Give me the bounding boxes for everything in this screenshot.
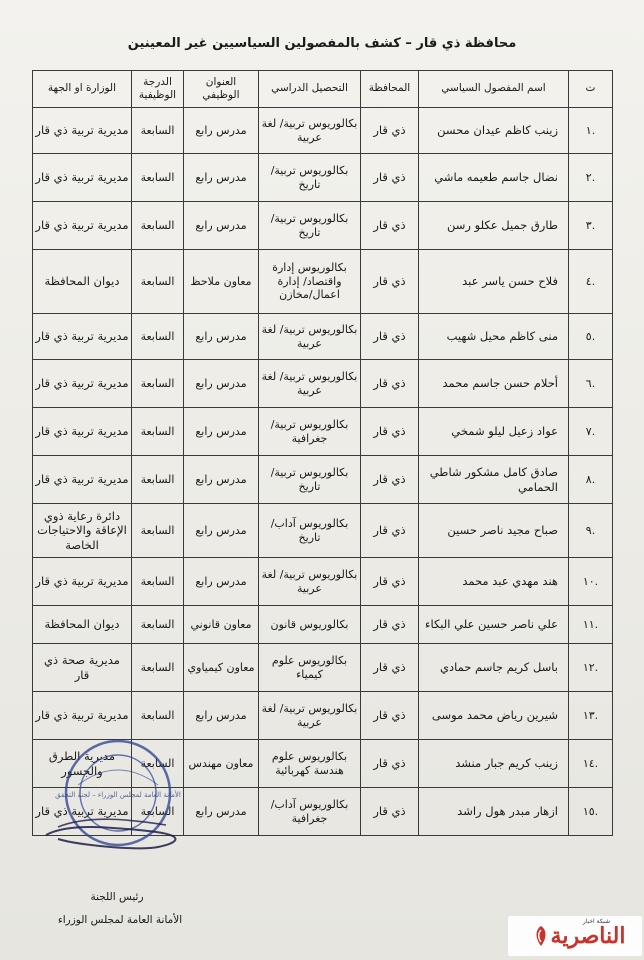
cell-job-title: معاون قانوني [184, 606, 259, 644]
cell-governorate: ذي قار [361, 692, 419, 740]
cell-grade: السابعة [132, 250, 184, 314]
cell-ministry: مديرية تربية ذي قار [33, 108, 132, 154]
cell-name: ازهار مبدر هول راشد [419, 788, 569, 836]
table-row [33, 314, 613, 360]
cell-education: بكالوريوس آداب/جغرافية [259, 788, 361, 836]
cell-name: طارق جميل عكلو رسن [419, 202, 569, 250]
logo-mark-icon [531, 924, 551, 948]
table-row [33, 692, 613, 740]
site-logo [508, 916, 642, 956]
cell-ministry: ديوان المحافظة [33, 250, 132, 314]
stamp-text-arc [78, 770, 158, 785]
cell-governorate: ذي قار [361, 250, 419, 314]
table-row [33, 154, 613, 202]
cell-name: نضال جاسم طعيمه ماشي [419, 154, 569, 202]
cell-name: زينب كاظم عيدان محسن [419, 108, 569, 154]
cell-grade: السابعة [132, 692, 184, 740]
cell-grade: السابعة [132, 740, 184, 788]
cell-job-title: مدرس رابع [184, 408, 259, 456]
cell-seq: .٣ [569, 202, 613, 250]
cell-job-title: معاون كيمياوي [184, 644, 259, 692]
table-row [33, 644, 613, 692]
cell-grade: السابعة [132, 558, 184, 606]
cell-job-title: مدرس رابع [184, 154, 259, 202]
cell-education: بكالوريوس تربية/ تاريخ [259, 456, 361, 504]
cell-name: زينب كريم جبار منشد [419, 740, 569, 788]
cell-education: بكالوريوس تربية/ تاريخ [259, 202, 361, 250]
cell-grade: السابعة [132, 202, 184, 250]
cell-ministry: مديرية تربية ذي قار [33, 692, 132, 740]
cell-grade: السابعة [132, 408, 184, 456]
cell-seq: .٥ [569, 314, 613, 360]
cell-grade: السابعة [132, 108, 184, 154]
table-row [33, 360, 613, 408]
secretariat-label: الأمانة العامة لمجلس الوزراء [57, 914, 183, 926]
cell-job-title: مدرس رابع [184, 360, 259, 408]
cell-name: منى كاظم محيل شهيب [419, 314, 569, 360]
cell-seq: .١٥ [569, 788, 613, 836]
cell-grade: السابعة [132, 644, 184, 692]
cell-governorate: ذي قار [361, 314, 419, 360]
cell-ministry: مديرية الطرق والجسور [33, 740, 132, 788]
cell-job-title: مدرس رابع [184, 314, 259, 360]
cell-governorate: ذي قار [361, 408, 419, 456]
dismissed-employees-table [32, 70, 613, 836]
cell-name: باسل كريم جاسم حمادي [419, 644, 569, 692]
cell-governorate: ذي قار [361, 558, 419, 606]
cell-job-title: مدرس رابع [184, 558, 259, 606]
cell-name: صادق كامل مشكور شاطي الحمامي [419, 456, 569, 504]
header-name: اسم المفصول السياسي [419, 71, 569, 108]
cell-ministry: مديرية تربية ذي قار [33, 456, 132, 504]
header-grade: الدرجة الوظيفية [132, 71, 184, 108]
cell-ministry: مديرية صحة ذي قار [33, 644, 132, 692]
cell-seq: .٢ [569, 154, 613, 202]
cell-seq: .١٤ [569, 740, 613, 788]
cell-name: أحلام حسن جاسم محمد [419, 360, 569, 408]
table-row [33, 408, 613, 456]
cell-seq: .١٣ [569, 692, 613, 740]
header-job-title: العنوان الوظيفي [184, 71, 259, 108]
cell-seq: .٩ [569, 504, 613, 558]
cell-grade: السابعة [132, 154, 184, 202]
cell-education: بكالوريوس تربية/ لغة عربية [259, 360, 361, 408]
cell-education: بكالوريوس تربية/ تاريخ [259, 154, 361, 202]
cell-governorate: ذي قار [361, 740, 419, 788]
committee-head-label: رئيس اللجنة [90, 891, 144, 903]
header-governorate: المحافظة [361, 71, 419, 108]
cell-job-title: مدرس رابع [184, 108, 259, 154]
cell-education: بكالوريوس تربية/ لغة عربية [259, 108, 361, 154]
table-row [33, 202, 613, 250]
cell-education: بكالوريوس علوم كيمياء [259, 644, 361, 692]
table-header-row [33, 71, 613, 108]
cell-job-title: مدرس رابع [184, 504, 259, 558]
cell-job-title: مدرس رابع [184, 456, 259, 504]
cell-education: بكالوريوس قانون [259, 606, 361, 644]
cell-name: هند مهدي عبد محمد [419, 558, 569, 606]
table-row [33, 456, 613, 504]
cell-governorate: ذي قار [361, 644, 419, 692]
cell-governorate: ذي قار [361, 108, 419, 154]
cell-governorate: ذي قار [361, 360, 419, 408]
table-row [33, 250, 613, 314]
cell-name: شيرين رياض محمد موسى [419, 692, 569, 740]
table-body [33, 108, 613, 836]
stamp-text: الأمانة العامة لمجلس الوزراء – لجنة التحقق [55, 791, 181, 799]
cell-job-title: مدرس رابع [184, 692, 259, 740]
table-row [33, 606, 613, 644]
cell-job-title: معاون مهندس [184, 740, 259, 788]
cell-grade: السابعة [132, 314, 184, 360]
cell-seq: .٨ [569, 456, 613, 504]
cell-ministry: مديرية تربية ذي قار [33, 360, 132, 408]
header-education: التحصيل الدراسي [259, 71, 361, 108]
cell-grade: السابعة [132, 456, 184, 504]
cell-grade: السابعة [132, 360, 184, 408]
cell-education: بكالوريوس تربية/ لغة عربية [259, 558, 361, 606]
logo-text: الناصرية [550, 923, 626, 949]
cell-governorate: ذي قار [361, 606, 419, 644]
cell-ministry: ديوان المحافظة [33, 606, 132, 644]
document-title: محافظة ذي قار – كشف بالمفصولين السياسيين غير المعينين [127, 36, 517, 51]
cell-grade: السابعة [132, 504, 184, 558]
table-row [33, 558, 613, 606]
cell-job-title: مدرس رابع [184, 202, 259, 250]
cell-name: فلاح حسن ياسر عبد [419, 250, 569, 314]
cell-governorate: ذي قار [361, 154, 419, 202]
header-seq: ت [569, 71, 613, 108]
cell-seq: .٧ [569, 408, 613, 456]
cell-seq: .١ [569, 108, 613, 154]
cell-governorate: ذي قار [361, 504, 419, 558]
cell-job-title: مدرس رابع [184, 788, 259, 836]
header-ministry: الوزارة او الجهة [33, 71, 132, 108]
cell-education: بكالوريوس إدارة واقتصاد/ إدارة اعمال/مخازن [259, 250, 361, 314]
cell-ministry: مديرية تربية ذي قار [33, 558, 132, 606]
cell-seq: .١٢ [569, 644, 613, 692]
table-row [33, 108, 613, 154]
cell-seq: .٦ [569, 360, 613, 408]
cell-name: عواد زعيل ليلو شمخي [419, 408, 569, 456]
cell-education: بكالوريوس تربية/ جغرافية [259, 408, 361, 456]
logo-subtext: شبكة اخبار [582, 918, 610, 925]
cell-ministry: مديرية تربية ذي قار [33, 154, 132, 202]
cell-ministry: مديرية تربية ذي قار [33, 788, 132, 836]
cell-education: بكالوريوس آداب/ تاريخ [259, 504, 361, 558]
cell-governorate: ذي قار [361, 456, 419, 504]
cell-grade: السابعة [132, 788, 184, 836]
cell-name: صباح مجيد ناصر حسين [419, 504, 569, 558]
cell-education: بكالوريوس تربية/ لغة عربية [259, 692, 361, 740]
cell-grade: السابعة [132, 606, 184, 644]
cell-governorate: ذي قار [361, 788, 419, 836]
cell-seq: .٤ [569, 250, 613, 314]
cell-seq: .١١ [569, 606, 613, 644]
cell-ministry: مديرية تربية ذي قار [33, 408, 132, 456]
cell-governorate: ذي قار [361, 202, 419, 250]
official-stamp-and-signature [38, 735, 188, 865]
cell-name: علي ناصر حسين علي البكاء [419, 606, 569, 644]
cell-ministry: مديرية تربية ذي قار [33, 202, 132, 250]
cell-ministry: مديرية تربية ذي قار [33, 314, 132, 360]
cell-education: بكالوريوس علوم هندسة كهربائية [259, 740, 361, 788]
cell-education: بكالوريوس تربية/ لغة عربية [259, 314, 361, 360]
table-row [33, 504, 613, 558]
cell-job-title: معاون ملاحظ [184, 250, 259, 314]
cell-seq: .١٠ [569, 558, 613, 606]
cell-ministry: دائرة رعاية ذوي الإعاقة والاحتياجات الخاصة [33, 504, 132, 558]
